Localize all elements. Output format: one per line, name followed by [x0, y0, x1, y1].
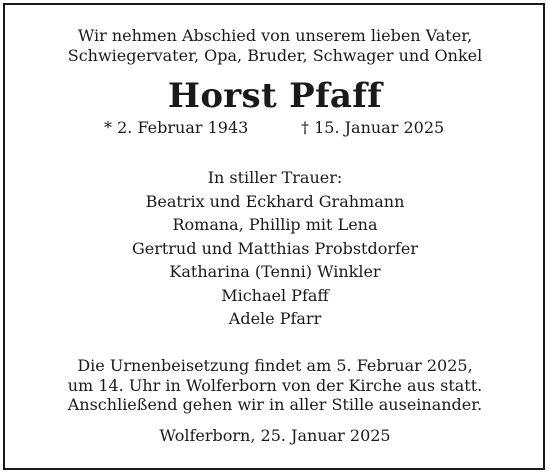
deceased-name: Horst Pfaff [167, 76, 383, 116]
death-date: † 15. Januar 2025 [301, 118, 445, 137]
funeral-information [0, 356, 550, 415]
intro-line-1: Wir nehmen Abschied von unserem lieben Vater, [77, 26, 473, 45]
intro-text [0, 26, 550, 66]
birth-date: * 2. Februar 1943 [104, 118, 249, 137]
intro-line-2: Schwiegervater, Opa, Bruder, Schwager und Onkel [67, 46, 483, 65]
funeral-line-1: Die Urnenbeisetzung findet am 5. Februar 2025, [77, 356, 473, 375]
mourner-2: Romana, Phillip mit Lena [172, 215, 378, 234]
mourner-3: Gertrud und Matthias Probstdorfer [131, 238, 419, 258]
place-and-date: Wolferborn, 25. Januar 2025 [159, 426, 391, 445]
funeral-line-3: Anschließend gehen wir in aller Stille auseinander. [67, 395, 483, 414]
mourner-4: Katharina (Tenni) Winkler [169, 262, 381, 281]
mourners-list [0, 166, 550, 331]
mourner-1: Beatrix und Eckhard Grahmann [145, 191, 405, 211]
funeral-line-2: um 14. Uhr in Wolferborn von der Kirche aus statt. [67, 375, 483, 395]
life-dates [0, 118, 550, 138]
mourner-5: Michael Pfaff [221, 285, 329, 305]
mourning-heading: In stiller Trauer: [207, 168, 343, 187]
mourner-6: Adele Pfarr [228, 309, 322, 328]
